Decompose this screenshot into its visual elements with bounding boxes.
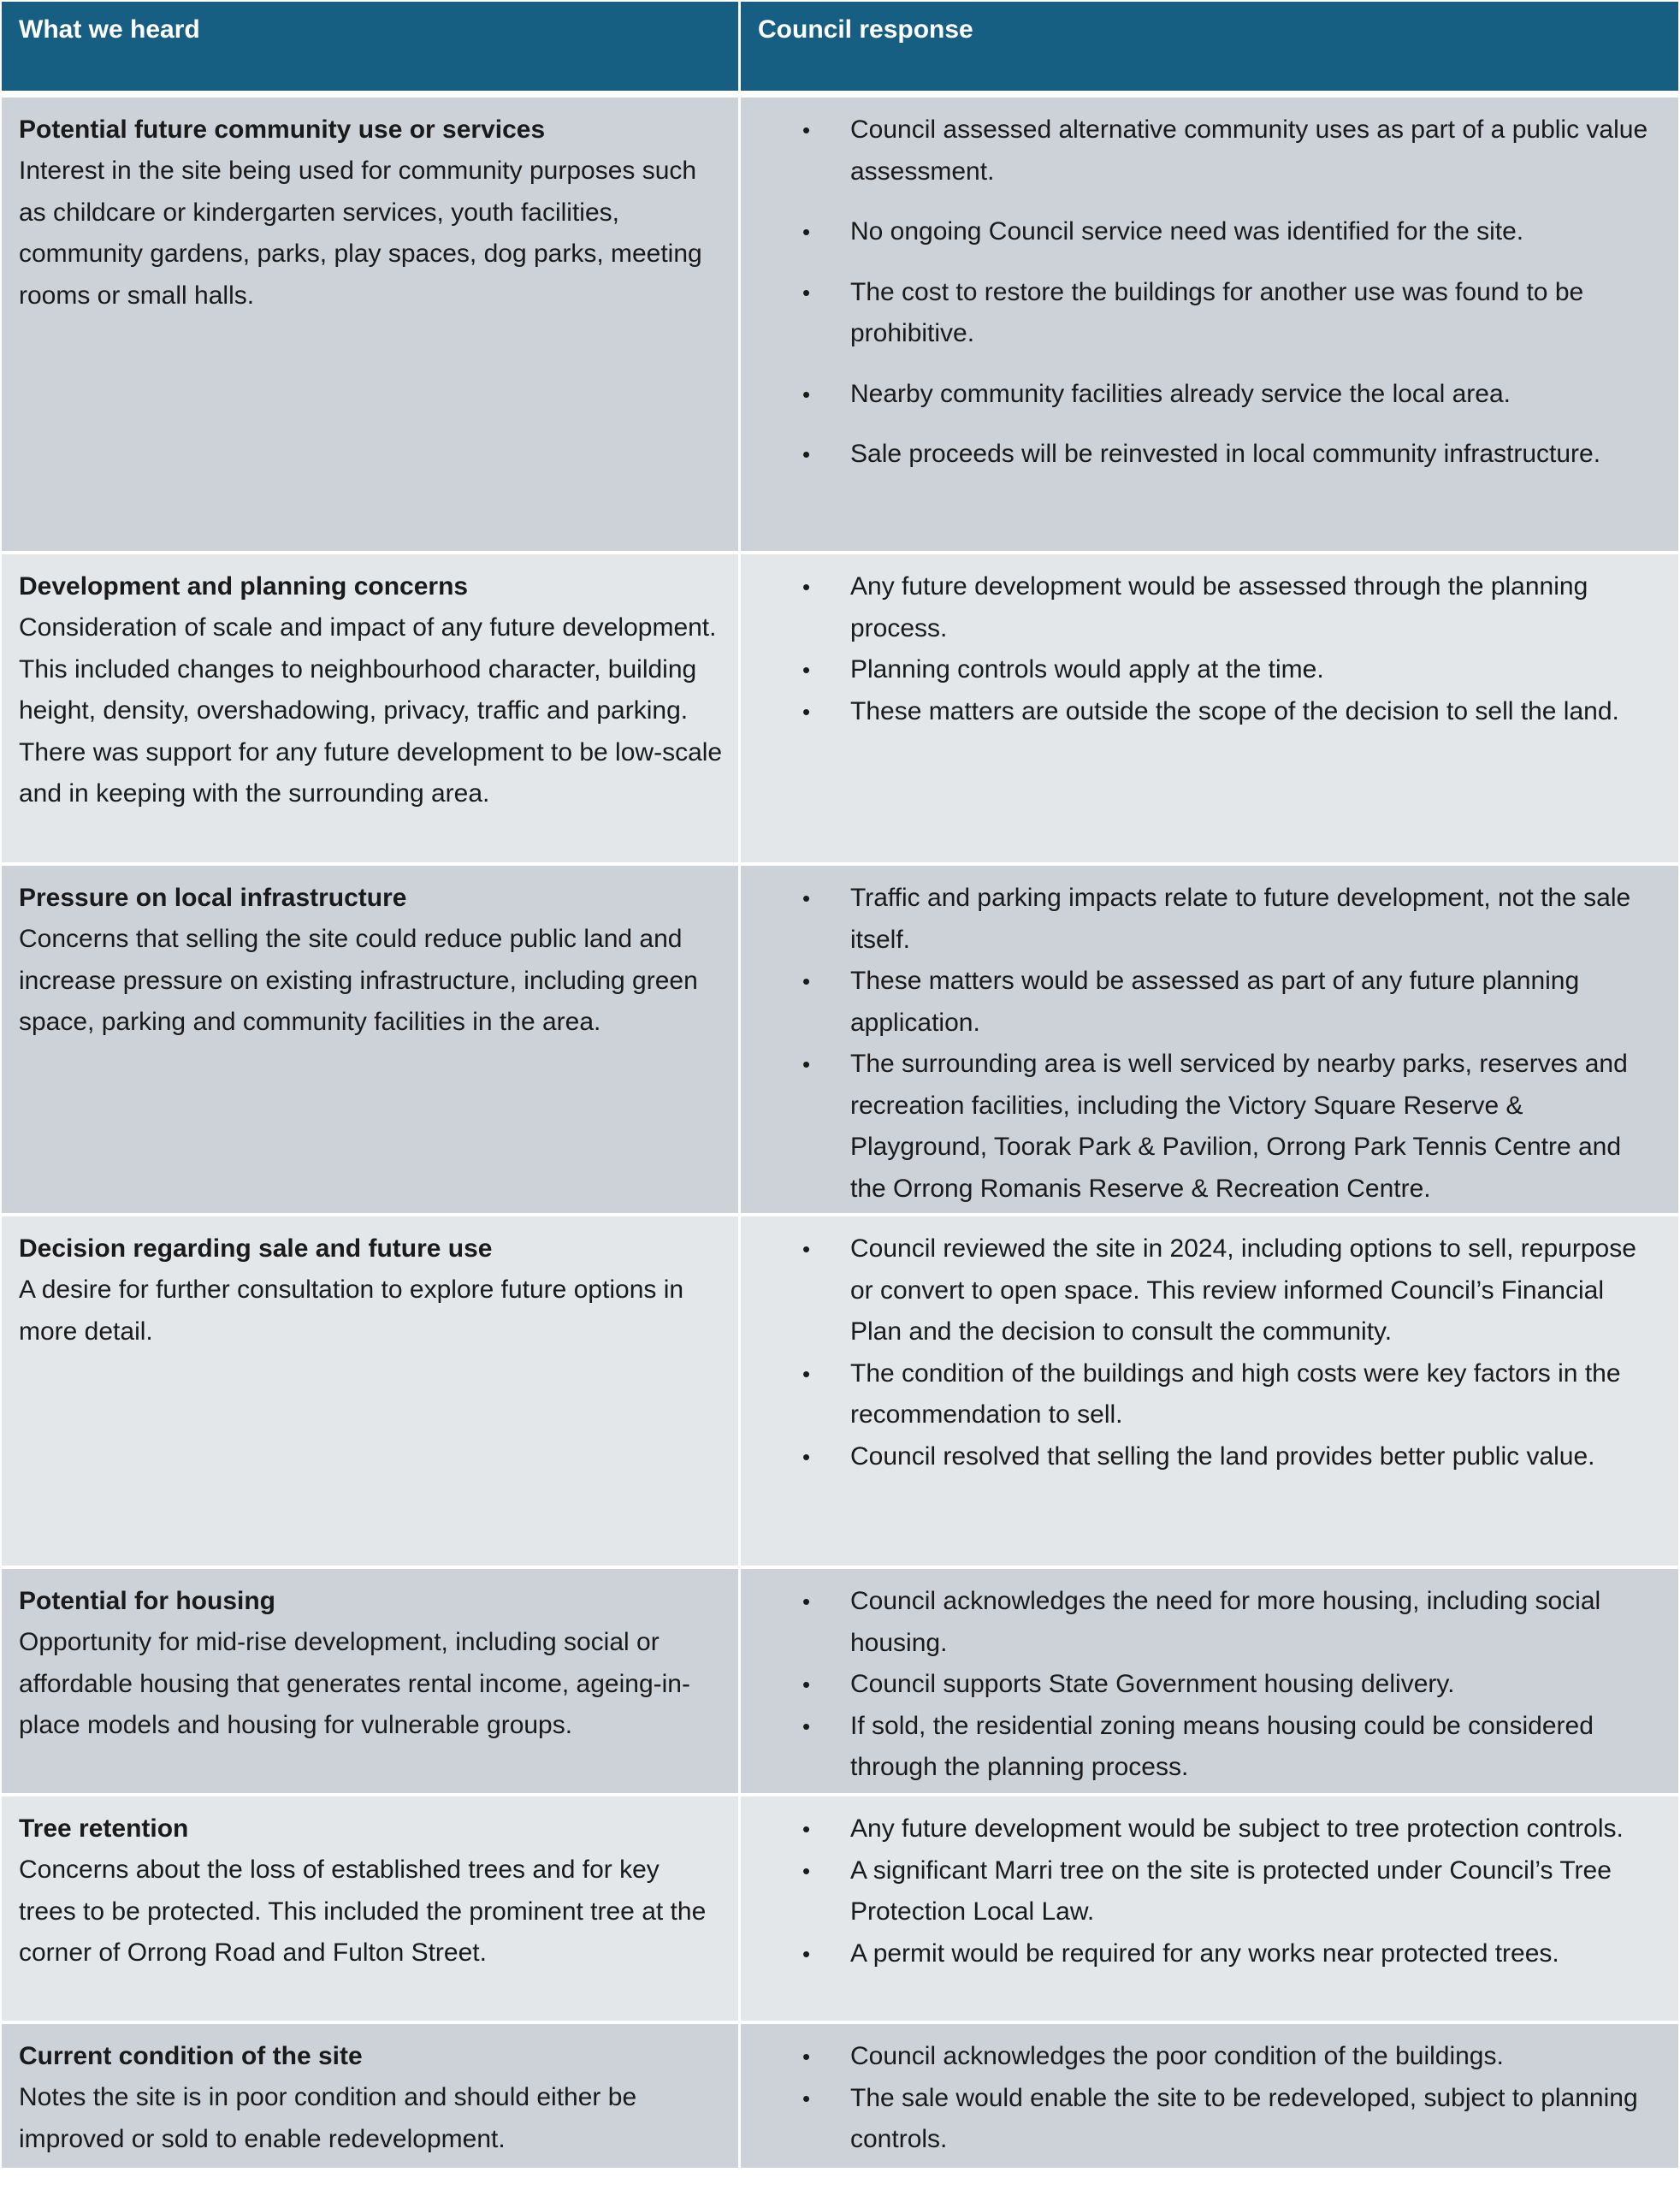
bullet-icon: • xyxy=(802,885,811,911)
theme-title: Potential for housing xyxy=(19,1587,275,1615)
response-list xyxy=(741,110,1661,476)
table-row xyxy=(2,98,1678,554)
bullet-icon: • xyxy=(802,698,811,725)
response-item: • Traffic and parking impacts relate to future development, not the sale itself. xyxy=(741,878,1661,961)
bullet-icon: • xyxy=(802,1857,811,1884)
response-list xyxy=(741,566,1661,732)
council-response-cell xyxy=(741,1216,1678,1566)
what-we-heard-cell xyxy=(2,1216,741,1566)
response-list xyxy=(741,878,1661,1210)
what-we-heard-cell xyxy=(2,1569,741,1793)
council-response-cell xyxy=(741,1796,1678,2021)
response-item: • The cost to restore the buildings for another use was found to be prohibitive. xyxy=(741,272,1661,355)
bullet-icon: • xyxy=(802,219,811,245)
response-item: • Sale proceeds will be reinvested in local community infrastructure. xyxy=(741,434,1661,476)
bullet-icon: • xyxy=(802,1236,811,1262)
response-item: • Planning controls would apply at the time. xyxy=(741,649,1661,691)
response-item: • Council assessed alternative community uses as part of a public value assessment. xyxy=(741,110,1661,192)
response-item: • The sale would enable the site to be redeveloped, subject to planning controls. xyxy=(741,2078,1661,2161)
council-response-cell xyxy=(741,98,1678,551)
table-row xyxy=(2,2024,1678,2168)
what-we-heard-cell xyxy=(2,866,741,1213)
response-item: • Council reviewed the site in 2024, including options to sell, repurpose or convert to open space. This review informed Council’s Financial Plan and the decision to consult the community. xyxy=(741,1228,1661,1353)
theme-title: Tree retention xyxy=(19,1814,189,1843)
bullet-icon: • xyxy=(802,1360,811,1387)
header-label-what-we-heard: What we heard xyxy=(19,15,200,44)
response-item: • Council resolved that selling the land provides better public value. xyxy=(741,1436,1661,1478)
bullet-icon: • xyxy=(802,2044,811,2069)
table-row xyxy=(2,866,1678,1216)
response-item: • If sold, the residential zoning means housing could be considered through the planning process. xyxy=(741,1706,1661,1789)
feedback-response-table xyxy=(2,2,1678,2168)
response-item: • These matters are outside the scope of the decision to sell the land. xyxy=(741,691,1661,733)
header-gap xyxy=(2,91,1678,98)
response-item: • A significant Marri tree on the site is protected under Council’s Tree Protection Local Law. xyxy=(741,1850,1661,1933)
what-we-heard-cell xyxy=(2,2024,741,2168)
what-we-heard-cell xyxy=(2,1796,741,2021)
council-response-cell xyxy=(741,554,1678,862)
table-row xyxy=(2,1796,1678,2024)
response-item: • Nearby community facilities already service the local area. xyxy=(741,374,1661,416)
response-item: • These matters would be assessed as part of any future planning application. xyxy=(741,961,1661,1044)
table-row xyxy=(2,1216,1678,1569)
bullet-icon: • xyxy=(802,279,811,305)
response-item: • The condition of the buildings and high costs were key factors in the recommendation to sell. xyxy=(741,1353,1661,1436)
response-item: • A permit would be required for any works near protected trees. xyxy=(741,1933,1661,1975)
bullet-icon: • xyxy=(802,117,811,143)
bullet-icon: • xyxy=(802,1713,811,1739)
bullet-icon: • xyxy=(802,1940,811,1967)
response-item: • Any future development would be subject to tree protection controls. xyxy=(741,1808,1661,1850)
theme-title: Decision regarding sale and future use xyxy=(19,1234,493,1263)
header-cell-what-we-heard xyxy=(2,2,741,91)
response-list xyxy=(741,1808,1661,1974)
response-item: • Council acknowledges the poor condition of the buildings. xyxy=(741,2036,1661,2078)
bullet-icon: • xyxy=(802,574,811,600)
theme-description: Concerns that selling the site could reduce public land and increase pressure on existing infrastructure, including green space, parking and community facilities in the area. xyxy=(19,925,698,1036)
bullet-icon: • xyxy=(802,1051,811,1077)
response-item: • Council supports State Government housing delivery. xyxy=(741,1664,1661,1706)
header-cell-council-response xyxy=(741,2,1678,91)
theme-title: Development and planning concerns xyxy=(19,572,469,601)
what-we-heard-cell xyxy=(2,554,741,862)
table-row xyxy=(2,554,1678,866)
theme-description: Concerns about the loss of established trees and for key trees to be protected. This included the prominent tree at the corner of Orrong Road and Fulton Street. xyxy=(19,1856,707,1967)
bullet-icon: • xyxy=(802,441,811,467)
response-item: • The surrounding area is well serviced by nearby parks, reserves and recreation facilities, including the Victory Square Reserve & Playground, Toorak Park & Pavilion, Orrong Park Tennis Centre and the Orrong Romanis Reserve & Recreation Centre. xyxy=(741,1044,1661,1210)
bullet-icon: • xyxy=(802,1816,811,1842)
response-item: • Any future development would be assessed through the planning process. xyxy=(741,566,1661,649)
table-row xyxy=(2,1569,1678,1796)
council-response-cell xyxy=(741,1569,1678,1793)
what-we-heard-cell xyxy=(2,98,741,551)
header-label-council-response: Council response xyxy=(758,15,973,44)
bullet-icon: • xyxy=(802,1589,811,1614)
response-list xyxy=(741,1228,1661,1477)
bullet-icon: • xyxy=(802,1672,811,1697)
bullet-icon: • xyxy=(802,1443,811,1470)
theme-title: Current condition of the site xyxy=(19,2042,363,2070)
council-response-cell xyxy=(741,866,1678,1213)
theme-description: Notes the site is in poor condition and should either be improved or sold to enable redevelopment. xyxy=(19,2083,637,2153)
theme-description: Opportunity for mid-rise development, including social or affordable housing that generates rental income, ageing-in-place models and housing for vulnerable groups. xyxy=(19,1628,690,1739)
theme-description: Interest in the site being used for community purposes such as childcare or kindergarten services, youth facilities, community gardens, parks, play spaces, dog parks, meeting rooms or small halls. xyxy=(19,157,702,310)
bullet-icon: • xyxy=(802,968,811,994)
bullet-icon: • xyxy=(802,2085,811,2111)
theme-description: Consideration of scale and impact of any future development. This included changes to neighbourhood character, building height, density, overshadowing, privacy, traffic and parking. There was support for any future development to be low-scale and in keeping with the surrounding area. xyxy=(19,613,723,808)
response-list xyxy=(741,1581,1661,1789)
theme-title: Potential future community use or services xyxy=(19,115,546,144)
response-item: • Council acknowledges the need for more housing, including social housing. xyxy=(741,1581,1661,1664)
theme-title: Pressure on local infrastructure xyxy=(19,884,407,912)
response-list xyxy=(741,2036,1661,2161)
bullet-icon: • xyxy=(802,381,811,407)
table-header xyxy=(2,2,1678,91)
bullet-icon: • xyxy=(802,657,811,683)
theme-description: A desire for further consultation to explore future options in more detail. xyxy=(19,1276,684,1346)
council-response-cell xyxy=(741,2024,1678,2168)
response-item: • No ongoing Council service need was identified for the site. xyxy=(741,211,1661,253)
